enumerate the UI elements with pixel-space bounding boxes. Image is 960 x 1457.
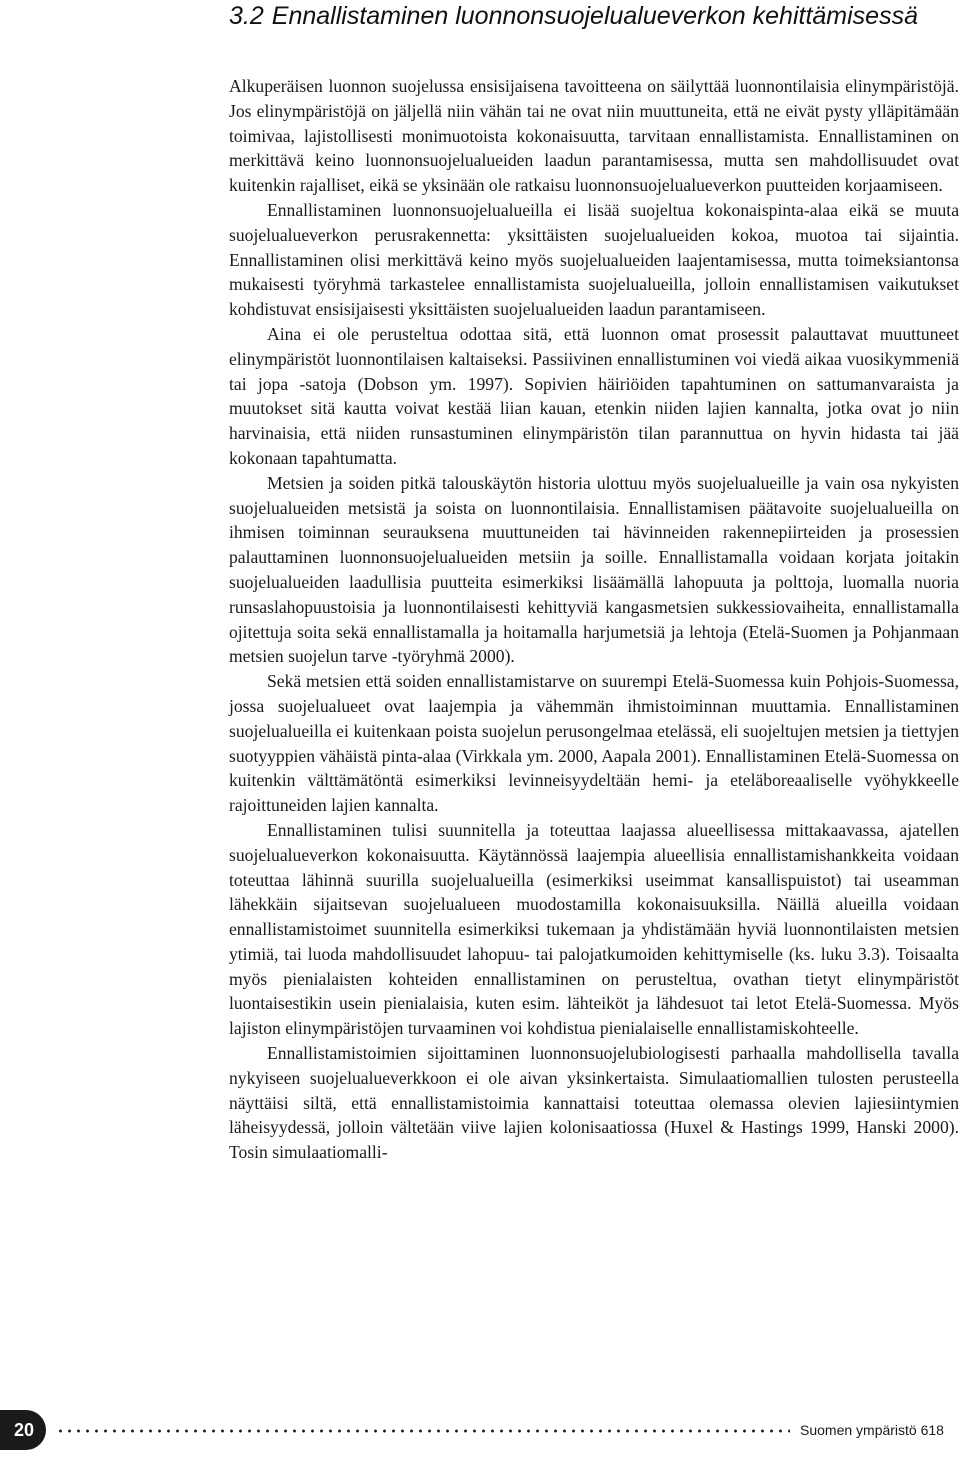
page-footer [0, 1410, 960, 1450]
paragraph-3: Aina ei ole perusteltua odottaa sitä, että luonnon omat prosessit palauttavat muuttuneet elinympäristöt luonnontilaisen kaltaiseksi. Passiivinen ennallistuminen voi viedä aikaa vuosikymmeniä tai jopa -satoja (Dobson ym. 1997). Sopivien häiriöiden tapahtuminen on sattumanvaraista ja muutokset sitä kautta voivat kestää liian kauan, etenkin niiden lajien kannalta, jotka ovat jo niin harvinaisia, että niiden runsastuminen elinympäristön tilan parannuttua on hyvin hidasta tai jää kokonaan tapahtumatta. [229, 323, 959, 468]
section-number: 3.2 [229, 2, 264, 30]
page-number: 20 [0, 1410, 46, 1450]
paragraph-7: Ennallistamistoimien sijoittaminen luonnonsuojelubiologisesti parhaalla mahdollisella tavalla nykyiseen suojelualueverkkoon ei ole aivan yksinkertaista. Simulaatiomallien tulosten perusteella näyttäisi siltä, että ennallistamistoimia kannattaisi toteuttaa olemassa olevien lajiesiintymien läheisyydessä, jolloin vältetään viive lajien kolonisaatiossa (Huxel & Hastings 1999, Hanski 2000). Tosin simulaatiomalli- [229, 1043, 959, 1163]
body-text [229, 74, 959, 1165]
dotted-leader [56, 1429, 790, 1433]
paragraph-2: Ennallistaminen luonnonsuojelualueilla ei lisää suojeltua kokonaispinta-alaa eikä se muuta suojelualueverkon perusrakennetta: yksittäisten suojelualueiden kokoa, muotoa tai sijaintia. Ennallistaminen olisi merkittävä keino myös suojelualueiden laajentamisessa, mutta toimeksiantonsa mukaisesti työryhmä tarkastelee ennallistamista suojelualueilla, jolloin ennallistamisen vaikutukset kohdistuvat ensisijaisesti yksittäisten suojelualueiden laadun parantamiseen. [229, 199, 959, 320]
section-heading [229, 0, 929, 32]
paragraph-1: Alkuperäisen luonnon suojelussa ensisijaisena tavoitteena on säilyttää luonnontilaisia elinympäristöjä. Jos elinympäristöjä on jäljellä niin vähän tai ne ovat niin muuttuneita, että ne eivät pysty ylläpitämään toimivaa, lajistollisesti monimuotoista kokonaisuutta, tarvitaan ennallistamista. Ennallistaminen on merkittävä keino luonnonsuojelualueiden laadun parantamisessa, mutta sen mahdollisuudet ovat kuitenkin rajalliset, eikä se yksinään ole ratkaisu luonnonsuojelualueverkon puutteiden korjaamiseen. [229, 76, 959, 196]
paragraph-5: Sekä metsien että soiden ennallistamistarve on suurempi Etelä-Suomessa kuin Pohjois-Suomessa, jossa suojelualueet ovat laajempia ja vähemmän ihmistoiminnan muuttamia. Ennallistaminen suojelualueilla ei kuitenkaan poista suojelun perusongelmaa etelässä, eli suojeltujen metsien ja tiettyjen suotyyppien vähäistä pinta-alaa (Virkkala ym. 2000, Aapala 2001). Ennallistaminen Etelä-Suomessa on kuitenkin välttämätöntä esimerkiksi levinneisyydeltään hemi- ja eteläboreaaliselle vyöhykkeelle rajoittuneiden lajien kannalta. [229, 671, 959, 816]
paragraph-4: Metsien ja soiden pitkä talouskäytön historia ulottuu myös suojelualueille ja vain osa nykyisten suojelualueiden metsistä ja soista on luonnontilaisia. Ennallistamisen päätavoite suojelualueilla on ihmisen toiminnan seurauksena muuttuneiden tai hävinneiden rakennepiirteiden ja prosessien palauttaminen luonnonsuojelualueiden metsiin ja soille. Ennallistamalla voidaan korjata joitakin suojelualueiden laadullisia puutteita esimerkiksi lisäämällä lahopuuta ja polttoja, luomalla nuoria runsaslahopuustoisia ja luonnontilaisesti kehittyviä kangasmetsien sukkessiovaiheita, ennallistamalla ojitettuja soita sekä ennallistamalla ja hoitamalla harjumetsiä ja lehtoja (Etelä-Suomen ja Pohjanmaan metsien suojelun tarve -työryhmä 2000). [229, 472, 959, 667]
publication-name: Suomen ympäristö 618 [800, 1422, 944, 1438]
paragraph-6: Ennallistaminen tulisi suunnitella ja toteuttaa laajassa alueellisessa mittakaavassa, ajatellen suojelualueverkon kokonaisuutta. Käytännössä laajempia alueellisia ennallistamishankkeita voidaan toteuttaa lähinnä suurilla suojelualueilla (esimerkiksi useimmat kansallispuistot) tai useamman lähekkäin sijaitsevan suojelualueen muodostamilla kokonaisuuksilla. Näillä alueilla voidaan ennallistamistoimet suunnitella esimerkiksi tukemaan ja yhdistämään hyviä luonnontilaisten metsien ytimiä, tai luoda mahdollisuudet lahopuu- tai palojatkumoiden kehittymiselle (ks. luku 3.3). Toisaalta myös pienialaisten kohteiden ennallistaminen on perusteltua, ovathan tietyt elinympäristöt luontaisestikin usein pienialaisia, kuten esim. lähteiköt ja lähdesuot tai letot Etelä-Suomessa. Myös lajiston elinympäristöjen turvaaminen voi kohdistua pienialaiselle ennallistamiskohteelle. [229, 819, 959, 1039]
section-title: Ennallistaminen luonnonsuojelualueverkon kehittämisessä [271, 2, 918, 30]
